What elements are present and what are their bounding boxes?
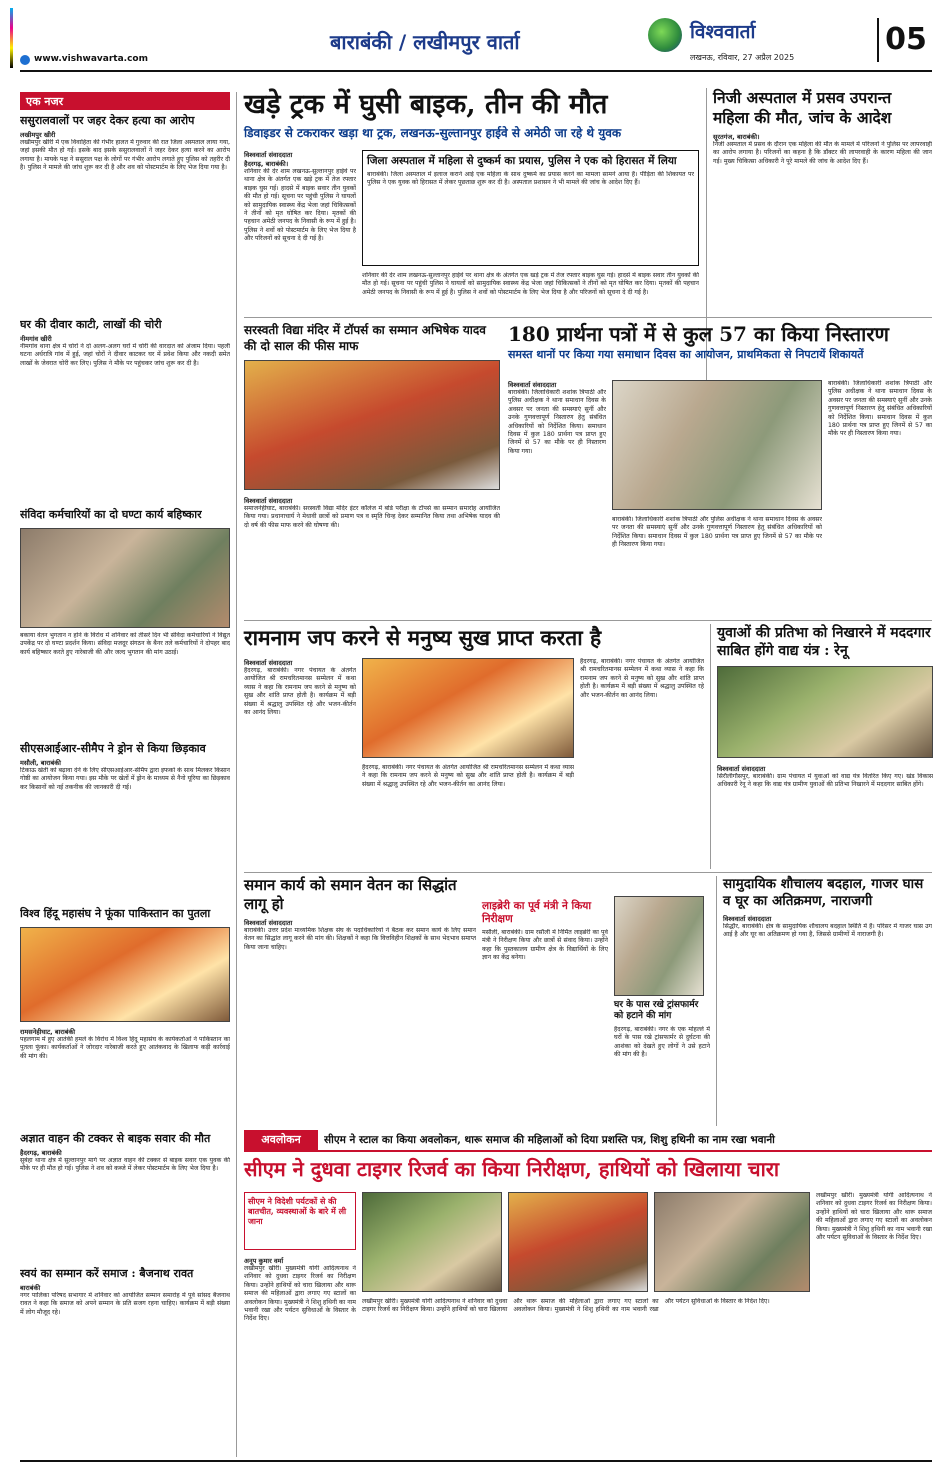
- toilet-headline: सामुदायिक शौचालय बदहाल, गाजर घास व घूर का अतिक्रमण, नाराजगी: [723, 876, 924, 909]
- school-headline: सरस्वती विद्या मंदिर में टॉपर्स का सम्मान अभिषेक यादव की दो साल की फीस माफ: [244, 323, 486, 353]
- color-registration-strip: [10, 8, 13, 68]
- masthead: [0, 0, 945, 72]
- brief-body: सुबेहा थाना क्षेत्र में सुल्तानपुर मार्ग पर अज्ञात वाहन की टक्कर से बाइक सवार एक युवक की मौके पर ही मौत हो गई। पुलिस ने शव को कब्जे में लेकर पोस्टमार्टम के लिए भेज दिया है।: [20, 1157, 230, 1173]
- section-rule: [244, 317, 932, 318]
- ramnam-headline: रामनाम जप करने से मनुष्य सुख प्राप्त करता है: [244, 625, 602, 650]
- ramnam-body-continued: हैदरगढ़, बाराबंकी। नगर पंचायत के अंतर्गत आयोजित श्री रामचरितमानस सम्मेलन में कथा व्यास ने कहा कि रामनाम जप करने से मनुष्य को सुख और शांति प्राप्त होती है। कार्यक्रम में बड़ी संख्या में श्रद्धालु उपस्थित रहे और भजन-कीर्तन का आनंद लिया।: [362, 764, 574, 788]
- cm-body-column: लखीमपुर खीरी। मुख्यमंत्री योगी आदित्यनाथ ने शनिवार को दुधवा टाइगर रिजर्व का निरीक्षण किया। उन्होंने हाथियों को चारा खिलाया और थारू समाज की महिलाओं द्वारा लगाए गए स्टालों का अवलोकन किया। मुख्यमंत्री ने शिशु हथिनी का नाम भवानी रखा और पर्यटन सुविधाओं के विस्तार के निर्देश दिए।: [816, 1192, 932, 1242]
- cm-banner: [244, 1130, 932, 1152]
- youth-story: [710, 624, 932, 869]
- column-divider: [236, 92, 237, 1457]
- boxed-story: [362, 150, 699, 266]
- brief-headline: ससुरालवालों पर जहर देकर हत्या का आरोप: [20, 114, 195, 127]
- brief-7: [20, 1267, 230, 1457]
- masthead-rule: [20, 70, 932, 72]
- lead-headline: खड़े ट्रक में घुसी बाइक, तीन की मौत: [244, 89, 608, 120]
- cm-photo-3: [654, 1192, 810, 1292]
- cm-story: [244, 1156, 932, 1456]
- ramnam-body-column: हैदरगढ़, बाराबंकी। नगर पंचायत के अंतर्गत आयोजित श्री रामचरितमानस सम्मेलन में कथा व्यास ने कहा कि रामनाम जप करने से मनुष्य को सुख और शांति प्राप्त होती है। कार्यक्रम में बड़ी संख्या में श्रद्धालु उपस्थित रहे और भजन-कीर्तन का आनंद लिया।: [580, 658, 704, 699]
- lead-byline: विश्ववार्ता संवाददाता: [244, 151, 293, 159]
- bottom-rule: [20, 1460, 932, 1462]
- complaints-story: [508, 322, 932, 617]
- transformer-headline: घर के पास रखे ट्रांसफार्मर को हटाने की मांग: [614, 1000, 699, 1021]
- section-rule: [244, 620, 932, 621]
- school-body: समाजनेहीघाट, बाराबंकी। सरस्वती विद्या मंदिर इंटर कॉलेज में बोर्ड परीक्षा के टॉपर्स का सम्मान समारोह आयोजित किया गया। प्रधानाचार्य ने मेधावी छात्रों को प्रमाण पत्र व स्मृति चिन्ह देकर सम्मानित किया तथा अभिषेक यादव की दो वर्ष की फीस माफ करने की घोषणा की।: [244, 505, 500, 529]
- school-story: [244, 322, 500, 617]
- equal-pay-headline: समान कार्य को समान वेतन का सिद्धांत लागू हो: [244, 876, 457, 913]
- youth-photo: [717, 666, 933, 758]
- brief-headline: घर की दीवार काटी, लाखों की चोरी: [20, 318, 162, 331]
- library-headline: लाइब्रेरी का पूर्व मंत्री ने किया निरीक्षण: [482, 900, 592, 925]
- cm-photo-2: [508, 1192, 648, 1292]
- brief-headline: अज्ञात वाहन की टक्कर से बाइक सवार की मौत: [20, 1132, 211, 1145]
- right-top-headline: निजी अस्पताल में प्रसव उपरान्त महिला की मौत, जांच के आदेश: [713, 88, 892, 127]
- brief-body: नीमगांव थाना क्षेत्र में चोरों ने दो अलग-अलग घरों में चोरी की वारदात को अंजाम दिया। पहली घटना अर्धरात्रि गांव में हुई, जहां चोरों ने दीवार काटकर घर में प्रवेश किया और नकदी समेत लाखों के जेवरात चोरी कर लिए। पुलिस ने मौके पर पहुंचकर जांच शुरू कर दी है।: [20, 343, 230, 367]
- brief-5: [20, 907, 230, 1107]
- brief-headline: संविदा कर्मचारियों का दो घण्टा कार्य बहिष्कार: [20, 508, 202, 521]
- cm-photo-1: [362, 1192, 502, 1292]
- brief-photo: [20, 927, 230, 1022]
- brief-1: [20, 114, 230, 294]
- cm-pull-quote-text: सीएम ने विदेशी पर्यटकों से की बातचीत, व्यवस्थाओं के बारे में ली जाना: [248, 1196, 347, 1226]
- brief-body: पहलगाम में हुए आतंकी हमले के विरोध में विश्व हिंदू महासंघ के कार्यकर्ताओं ने पाकिस्तान का पुतला फूंका। कार्यकर्ताओं ने जोरदार नारेबाजी करते हुए आतंकवाद के खिलाफ कड़ी कार्रवाई की मांग की।: [20, 1036, 230, 1060]
- complaints-subhead: समस्त थानों पर किया गया समाधान दिवस का आयोजन, प्राथमिकता से निपटायें शिकायतें: [508, 348, 864, 361]
- brief-3: [20, 508, 230, 638]
- section-title: बाराबंकी / लखीमपुर वार्ता: [330, 30, 520, 54]
- lead-dateline: हैदरगढ़, बाराबंकी।: [244, 160, 289, 168]
- section-rule: [244, 872, 932, 873]
- equal-pay-story: [244, 876, 476, 1126]
- brief-headline: स्वयं का सम्मान करें समाज : बैजनाथ रावत: [20, 1267, 194, 1280]
- toilet-body: सिद्धौर, बाराबंकी। क्षेत्र के सामुदायिक शौचालय बदहाल स्थिति में हैं। परिसर में गाजर घास उग आई है और घूर का अतिक्रमण हो गया है, जिससे ग्रामीणों में नाराजगी है।: [723, 923, 932, 939]
- brief-byline: रामसनेहीघाट, बाराबंकी: [20, 1028, 76, 1036]
- youth-byline: विश्ववार्ता संवाददाता: [717, 765, 766, 773]
- transformer-body: हैदरगढ़, बाराबंकी। नगर के एक मोहल्ले में घरों के पास रखे ट्रांसफार्मर से दुर्घटना की आशंका को देखते हुए लोगों ने उसे हटाने की मांग की है।: [614, 1026, 710, 1059]
- brief-headline: सीएसआईआर-सीमैप ने ड्रोन से किया छिड़काव: [20, 742, 206, 755]
- ek-nazar-label: एक नजर: [20, 92, 230, 110]
- brief-byline: हैदरगढ़, बाराबंकी: [20, 1149, 62, 1157]
- ramnam-photo: [362, 658, 574, 758]
- brief-photo: [20, 528, 230, 628]
- complaints-body-column: बाराबंकी। जिलाधिकारी शशांक त्रिपाठी और पुलिस अधीक्षक ने थाना समाधान दिवस के अवसर पर जनता की समस्याएं सुनीं और उनके गुणवत्तापूर्ण निस्तारण हेतु संबंधित अधिकारियों को निर्देशित किया। समाधान दिवस में कुल 180 प्रार्थना पत्र प्राप्त हुए जिनमें से 57 का मौके पर ही निस्तारण किया गया।: [828, 380, 932, 438]
- library-story: [482, 900, 608, 1126]
- right-top-body: निजी अस्पताल में प्रसव के दौरान एक महिला की मौत के मामले में परिजनों ने पुलिस पर लापरवाही का आरोप लगाया है। परिजनों का कहना है कि डॉक्टर की लापरवाही के कारण महिला की जान गई। मुख्य चिकित्सा अधिकारी ने पूरे मामले की जांच के आदेश दिए हैं।: [713, 141, 932, 165]
- avlokan-label: अवलोकन: [244, 1130, 318, 1150]
- toilet-byline: विश्ववार्ता संवाददाता: [723, 915, 772, 923]
- complaints-photo: [612, 380, 822, 510]
- boxed-body: बाराबंकी। जिला अस्पताल में इलाज कराने आई एक महिला के साथ दुष्कर्म का प्रयास करने का मामला सामने आया है। पीड़िता की शिकायत पर पुलिस ने एक युवक को हिरासत में लेकर पूछताछ शुरू कर दी है। अस्पताल प्रशासन ने भी मामले की जांच के आदेश दिए हैं।: [367, 171, 694, 187]
- ramnam-byline: विश्ववार्ता संवाददाता: [244, 659, 293, 667]
- complaints-headline: 180 प्रार्थना पत्रों में से कुल 57 का किया निस्तारण: [508, 322, 889, 346]
- brief-body: लखीमपुर खीरी में एक विवाहिता की गंभीर हालत में गुरुवार की रात जिला अस्पताल लाया गया, जहां इसकी मौत हो गई। इसके बाद इसके ससुरालवालों ने जहर देकर हत्या करने का आरोप लगाया है। मायके पक्ष ने ससुराल पक्ष के लोगों पर गंभीर आरोप लगाते हुए पुलिस को तहरीर दी है। पुलिस ने मामले की जांच शुरू कर दी है और शव को पोस्टमार्टम के लिए भेज दिया गया है।: [20, 139, 230, 172]
- left-column: [20, 92, 230, 1457]
- brand-logo-icon: [648, 18, 682, 52]
- brief-headline: विश्व हिंदू महासंघ ने फूंका पाकिस्तान का पुतला: [20, 907, 211, 920]
- brief-byline: बाराबंकी: [20, 1284, 41, 1292]
- ramnam-story: [244, 624, 704, 869]
- cm-banner-text: सीएम ने स्टाल का किया अवलोकन, थारू समाज की महिलाओं को दिया प्रशस्ति पत्र, शिशु हथिनी का नाम रखा भवानी: [324, 1134, 775, 1146]
- lead-subhead: डिवाइडर से टकराकर खड़ा था ट्रक, लखनऊ-सुल्तानपुर हाईवे से अमेठी जा रहे थे युवक: [244, 126, 622, 140]
- cm-pull-quote: [244, 1192, 356, 1250]
- equal-pay-byline: विश्ववार्ता संवाददाता: [244, 919, 293, 927]
- right-top-dateline: सूरतगंज, बाराबंकी।: [713, 133, 760, 141]
- equal-pay-body: बाराबंकी। उत्तर प्रदेश माध्यमिक शिक्षक संघ के पदाधिकारियों ने बैठक कर समान कार्य के लिए समान वेतन का सिद्धांत लागू करने की मांग की। शिक्षकों ने कहा कि वित्तविहीन शिक्षकों के साथ भेदभाव समाप्त किया जाना चाहिए।: [244, 927, 476, 951]
- cm-body-continued: लखीमपुर खीरी। मुख्यमंत्री योगी आदित्यनाथ ने शनिवार को दुधवा टाइगर रिजर्व का निरीक्षण किया। उन्होंने हाथियों को चारा खिलाया और थारू समाज की महिलाओं द्वारा लगाए गए स्टालों का अवलोकन किया। मुख्यमंत्री ने शिशु हथिनी का नाम भवानी रखा और पर्यटन सुविधाओं के विस्तार के निर्देश दिए।: [362, 1298, 770, 1314]
- youth-headline: युवाओं की प्रतिभा को निखारने में मददगार साबित होंगे वाद्य यंत्र : रेनू: [717, 625, 931, 659]
- toilet-story: [716, 876, 932, 1126]
- globe-icon: [20, 55, 30, 65]
- lead-body: शनिवार की देर शाम लखनऊ-सुल्तानपुर हाईवे पर थाना क्षेत्र के अंतर्गत एक खड़े ट्रक में तेज रफ्तार बाइक घुस गई। हादसे में बाइक सवार तीन युवकों की मौत हो गई। सूचना पर पहुंची पुलिस ने घायलों को सामुदायिक स्वास्थ्य केंद्र भेजा जहां चिकित्सकों ने तीनों को मृत घोषित कर दिया। मृतकों की पहचान अमेठी जनपद के निवासी के रूप में हुई है। पुलिस ने शवों को पोस्टमार्टम के लिए भेज दिया है और परिजनों को सूचना दे दी गई है।: [244, 168, 356, 243]
- complaints-body-continued: बाराबंकी। जिलाधिकारी शशांक त्रिपाठी और पुलिस अधीक्षक ने थाना समाधान दिवस के अवसर पर जनता की समस्याएं सुनीं और उनके गुणवत्तापूर्ण निस्तारण हेतु संबंधित अधिकारियों को निर्देशित किया। समाधान दिवस में कुल 180 प्रार्थना पत्र प्राप्त हुए जिनमें से 57 का मौके पर ही निस्तारण किया गया।: [612, 516, 822, 549]
- complaints-body: बाराबंकी। जिलाधिकारी शशांक त्रिपाठी और पुलिस अधीक्षक ने थाना समाधान दिवस के अवसर पर जनता की समस्याएं सुनीं और उनके गुणवत्तापूर्ण निस्तारण हेतु संबंधित अधिकारियों को निर्देशित किया। समाधान दिवस में कुल 180 प्रार्थना पत्र प्राप्त हुए जिनमें से 57 का मौके पर ही निस्तारण किया गया।: [508, 389, 606, 455]
- cm-headline: सीएम ने दुधवा टाइगर रिजर्व का किया निरीक्षण, हाथियों को खिलाया चारा: [244, 1157, 780, 1181]
- brief-byline: लखीमपुर खीरी: [20, 131, 56, 139]
- brief-byline: मसौली, बाराबंकी: [20, 759, 61, 767]
- ramnam-body: हैदरगढ़, बाराबंकी। नगर पंचायत के अंतर्गत आयोजित श्री रामचरितमानस सम्मेलन में कथा व्यास ने कहा कि रामनाम जप करने से मनुष्य को सुख और शांति प्राप्त होती है। कार्यक्रम में बड़ी संख्या में श्रद्धालु उपस्थित रहे और भजन-कीर्तन का आनंद लिया।: [244, 667, 356, 717]
- page-number: 05: [877, 18, 933, 62]
- cm-body: लखीमपुर खीरी। मुख्यमंत्री योगी आदित्यनाथ ने शनिवार को दुधवा टाइगर रिजर्व का निरीक्षण किया। उन्होंने हाथियों को चारा खिलाया और थारू समाज की महिलाओं द्वारा लगाए गए स्टालों का अवलोकन किया। मुख्यमंत्री ने शिशु हथिनी का नाम भवानी रखा और पर्यटन सुविधाओं के विस्तार के निर्देश दिए।: [244, 1265, 356, 1323]
- brief-4: [20, 742, 230, 902]
- website-url[interactable]: www.vishwavarta.com: [34, 54, 148, 64]
- youth-body: सिरौलीगौसपुर, बाराबंकी। ग्राम पंचायत में युवाओं को वाद्य यंत्र वितरित किए गए। खंड विकास अधिकारी रेनू ने कहा कि वाद्य यंत्र ग्रामीण युवाओं की प्रतिभा निखारने में मददगार साबित होंगे।: [717, 773, 933, 789]
- brief-byline: नीमगांव खीरी: [20, 335, 52, 343]
- dateline: लखनऊ, रविवार, 27 अप्रैल 2025: [690, 53, 795, 62]
- cm-byline: अनूप कुमार वर्मा: [244, 1257, 284, 1265]
- complaints-byline: विश्ववार्ता संवाददाता: [508, 381, 557, 389]
- brief-2: [20, 318, 230, 478]
- school-byline: विश्ववार्ता संवाददाता: [244, 497, 293, 505]
- school-photo: [244, 360, 500, 490]
- lead-body-continued: शनिवार की देर शाम लखनऊ-सुल्तानपुर हाईवे पर थाना क्षेत्र के अंतर्गत एक खड़े ट्रक में तेज रफ्तार बाइक घुस गई। हादसे में बाइक सवार तीन युवकों की मौत हो गई। सूचना पर पहुंची पुलिस ने घायलों को सामुदायिक स्वास्थ्य केंद्र भेजा जहां चिकित्सकों ने तीनों को मृत घोषित कर दिया। मृतकों की पहचान अमेठी जनपद के निवासी के रूप में हुई है। पुलिस ने शवों को पोस्टमार्टम के लिए भेज दिया है और परिजनों को सूचना दे दी गई है।: [362, 272, 699, 296]
- brief-6: [20, 1132, 230, 1252]
- library-body: मसौली, बाराबंकी। ग्राम रसौली में निर्मित लाइब्रेरी का पूर्व मंत्री ने निरीक्षण किया और छात्रों से संवाद किया। उन्होंने कहा कि पुस्तकालय ग्रामीण क्षेत्र के विद्यार्थियों के लिए ज्ञान का केंद्र बनेगा।: [482, 929, 608, 962]
- brand-name: विश्ववार्ता: [690, 21, 756, 43]
- boxed-headline: जिला अस्पताल में महिला से दुष्कर्म का प्रयास, पुलिस ने एक को हिरासत में लिया: [367, 155, 677, 167]
- brief-body: बकाया वेतन भुगतान न होने के विरोध में शनिवार को तीसरे दिन भी संविदा कर्मचारियों ने विद्युत उपकेंद्र पर दो घण्टा प्रदर्शन किया। संविदा मजदूर संगठन के बैनर तले कर्मचारियों ने दोपहर बाद कार्य बहिष्कार करते हुए नारेबाजी की और जल्द भुगतान की मांग उठाई।: [20, 632, 230, 656]
- brief-body: टिकाऊ खेती को बढ़ावा देने के लिए सीएसआईआर-सीमैप द्वारा इफको के साथ मिलकर किसान गोष्ठी का आयोजन किया गया। इस मौके पर खेतों में ड्रोन के माध्यम से नैनो यूरिया का छिड़काव कर किसानों को नई तकनीक की जानकारी दी गई।: [20, 767, 230, 791]
- transformer-story: [614, 900, 710, 1126]
- brief-body: नगर पालिका परिषद सभागार में शनिवार को आयोजित सम्मान समारोह में पूर्व सांसद बैजनाथ रावत ने कहा कि समाज को अपने सम्मान के प्रति सजग रहना चाहिए। कार्यक्रम में बड़ी संख्या में लोग मौजूद रहे।: [20, 1292, 230, 1316]
